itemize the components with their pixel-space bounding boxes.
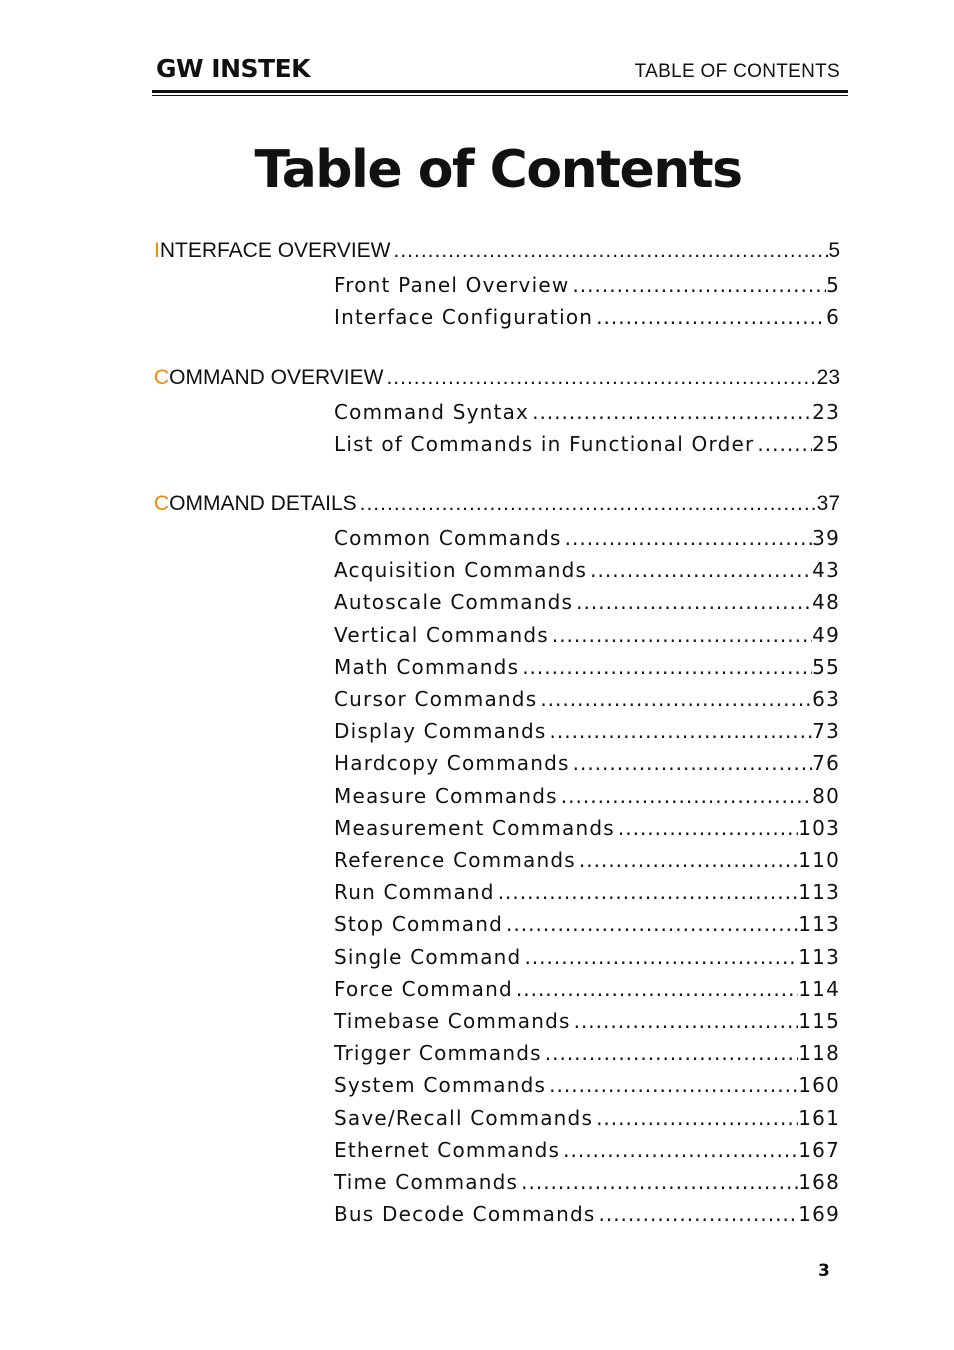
- toc-entry[interactable]: [334, 1105, 840, 1131]
- toc-entry[interactable]: [334, 1008, 840, 1034]
- toc-entry-page: 103: [798, 815, 840, 840]
- toc-leader-dots: [383, 365, 816, 391]
- toc-leader-dots: [573, 589, 812, 615]
- toc-entry[interactable]: [334, 847, 840, 873]
- toc-leader-dots: [571, 1008, 799, 1034]
- toc-section-title-rest: OMMAND DETAILS: [169, 492, 357, 515]
- toc-entry-label: Save/Recall Commands: [334, 1105, 594, 1130]
- toc-entry[interactable]: [334, 654, 840, 680]
- toc-entry-label: Run Command: [334, 880, 495, 905]
- toc-entry[interactable]: [334, 431, 840, 457]
- header-rule-thin: [152, 95, 848, 96]
- toc-entry[interactable]: [334, 525, 840, 551]
- toc-entry-label: Force Command: [334, 976, 513, 1001]
- toc-section-title-rest: NTERFACE OVERVIEW: [159, 239, 391, 262]
- toc-leader-dots: [569, 272, 826, 298]
- toc-leader-dots: [587, 557, 812, 583]
- toc-entry-label: Display Commands: [334, 719, 547, 744]
- toc-entry-label: Stop Command: [334, 912, 504, 937]
- toc-entry-page: 113: [798, 880, 840, 905]
- toc-section-label: [154, 238, 391, 264]
- toc-entry[interactable]: [334, 1137, 840, 1163]
- toc-entry[interactable]: [334, 1201, 840, 1227]
- toc-entry-page: 5: [826, 273, 840, 297]
- toc-entry[interactable]: [334, 718, 840, 744]
- toc-entry-label: Single Command: [334, 944, 522, 969]
- toc-entry-page: 167: [798, 1137, 840, 1162]
- toc-entry[interactable]: [334, 750, 840, 776]
- toc-entry-page: 114: [798, 976, 840, 1001]
- toc-entry-label: Measure Commands: [334, 783, 558, 808]
- toc-entry-page: 63: [812, 687, 840, 711]
- toc-section[interactable]: [154, 491, 840, 517]
- toc-entry[interactable]: [334, 304, 840, 330]
- toc-leader-dots: [495, 879, 799, 905]
- toc-entry[interactable]: [334, 622, 840, 648]
- header-rule-thick: [152, 90, 848, 93]
- toc-section[interactable]: [154, 238, 840, 264]
- toc-section-title-rest: OMMAND OVERVIEW: [169, 366, 384, 389]
- toc-entry-label: Ethernet Commands: [334, 1137, 561, 1162]
- toc-entry-label: System Commands: [334, 1073, 547, 1098]
- toc-entry[interactable]: [334, 1169, 840, 1195]
- toc-entry-label: Time Commands: [334, 1170, 519, 1194]
- toc-leader-dots: [519, 654, 812, 680]
- toc-leader-dots: [562, 525, 812, 551]
- gw-instek-logo: GW INSTEK: [156, 54, 311, 83]
- toc-entry-label: Hardcopy Commands: [334, 751, 570, 776]
- page-title: Table of Contents: [254, 140, 742, 200]
- toc-entry-label: Autoscale Commands: [334, 590, 574, 615]
- toc-entry[interactable]: [334, 272, 840, 298]
- toc-entry-page: 23: [812, 400, 840, 424]
- toc-leader-dots: [549, 622, 812, 648]
- toc-leader-dots: [595, 1201, 798, 1227]
- toc-entry-label: List of Commands in Functional Order: [334, 432, 755, 457]
- toc-leader-dots: [513, 976, 798, 1002]
- toc-entry[interactable]: [334, 557, 840, 583]
- toc-entry-page: 118: [798, 1041, 840, 1066]
- toc-entry-label: Bus Decode Commands: [334, 1202, 596, 1227]
- toc-section-initial: C: [154, 492, 170, 515]
- toc-entry-page: 169: [798, 1202, 840, 1227]
- toc-entry-page: 48: [812, 590, 840, 615]
- toc-leader-dots: [529, 399, 812, 425]
- toc-entry-page: 55: [812, 654, 840, 679]
- toc-entry-label: Interface Configuration: [334, 305, 594, 330]
- toc-leader-dots: [518, 1169, 798, 1195]
- toc-leader-dots: [576, 847, 798, 873]
- toc-entry-page: 43: [812, 558, 840, 583]
- toc-leader-dots: [521, 944, 798, 970]
- toc-leader-dots: [537, 686, 812, 712]
- toc-entry-page: 115: [798, 1009, 840, 1033]
- toc-entry-label: Vertical Commands: [334, 622, 549, 647]
- toc-entry[interactable]: [334, 399, 840, 425]
- page-number: 3: [818, 1261, 830, 1281]
- toc-entry-label: Reference Commands: [334, 848, 576, 872]
- toc-entry-label: Front Panel Overview: [334, 273, 570, 297]
- toc-entry-label: Common Commands: [334, 526, 562, 550]
- toc-entry-page: 76: [812, 751, 840, 776]
- toc-leader-dots: [754, 431, 812, 457]
- toc-section-label: [154, 365, 383, 391]
- toc-leader-dots: [503, 911, 798, 937]
- header-section-title: TABLE OF CONTENTS: [634, 61, 840, 82]
- toc-entry-page: 113: [798, 912, 840, 937]
- toc-leader-dots: [570, 750, 813, 776]
- toc-section-initial: I: [154, 239, 160, 262]
- toc-leader-dots: [560, 1137, 798, 1163]
- toc-entry-page: 80: [812, 783, 840, 808]
- toc-entry[interactable]: [334, 911, 840, 937]
- toc-entry[interactable]: [334, 1040, 840, 1066]
- toc-leader-dots: [593, 304, 826, 330]
- toc-section[interactable]: [154, 365, 840, 391]
- toc-section-page: 37: [816, 492, 840, 515]
- toc-entry[interactable]: [334, 686, 840, 712]
- toc-entry-page: 25: [812, 432, 840, 457]
- toc-entry-page: 168: [798, 1170, 840, 1194]
- toc-leader-dots: [593, 1105, 798, 1131]
- toc-entry[interactable]: [334, 879, 840, 905]
- toc-entry-label: Command Syntax: [334, 400, 530, 424]
- toc-entry-page: 160: [798, 1073, 840, 1098]
- toc-section-initial: C: [154, 366, 170, 389]
- toc-entry-page: 6: [826, 305, 840, 330]
- toc-section-label: [154, 491, 357, 517]
- toc-entry-label: Measurement Commands: [334, 815, 615, 840]
- toc-entry-page: 39: [812, 526, 840, 550]
- toc-entry-page: 161: [798, 1105, 840, 1130]
- toc-entry[interactable]: [334, 1072, 840, 1098]
- toc-entry[interactable]: [334, 815, 840, 841]
- toc-entry[interactable]: [334, 783, 840, 809]
- toc-entry[interactable]: [334, 976, 840, 1002]
- toc-entry-label: Timebase Commands: [334, 1009, 571, 1033]
- toc-entry[interactable]: [334, 944, 840, 970]
- toc-section-page: 5: [828, 239, 840, 262]
- toc-leader-dots: [615, 815, 798, 841]
- toc-entry-label: Cursor Commands: [334, 687, 538, 711]
- toc-entry-page: 110: [798, 848, 840, 872]
- toc-leader-dots: [546, 1072, 798, 1098]
- toc-leader-dots: [391, 238, 829, 264]
- toc-entry-page: 49: [812, 622, 840, 647]
- toc-section-page: 23: [816, 366, 840, 389]
- toc-entry[interactable]: [334, 589, 840, 615]
- toc-leader-dots: [558, 783, 812, 809]
- toc-entry-label: Math Commands: [334, 654, 520, 679]
- toc-entry-page: 113: [798, 944, 840, 969]
- toc-entry-page: 73: [812, 719, 840, 744]
- toc-leader-dots: [357, 491, 817, 517]
- toc-entry-label: Trigger Commands: [334, 1041, 542, 1066]
- toc-leader-dots: [542, 1040, 798, 1066]
- toc-entry-label: Acquisition Commands: [334, 558, 588, 583]
- toc-leader-dots: [547, 718, 813, 744]
